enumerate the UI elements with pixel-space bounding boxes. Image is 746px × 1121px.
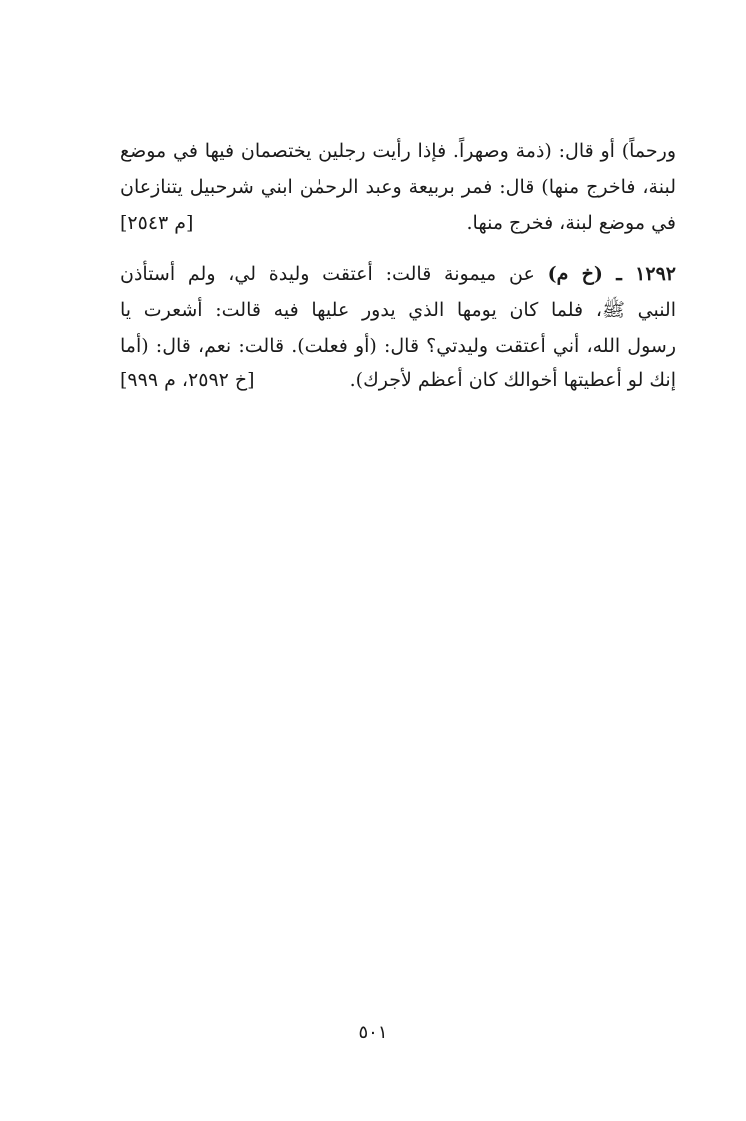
text-line-content: إنك لو أعطيتها أخوالك كان أعظم لأجرك).: [349, 369, 676, 391]
hadith-number: ١٢٩٢ ـ (خ م): [547, 263, 676, 285]
text-line: لبنة، فاخرج منها) قال: فمر بربيعة وعبد الرحمٰن ابني شرحبيل يتنازعان: [120, 176, 676, 198]
text-line-content: في موضع لبنة، فخرج منها.: [466, 212, 676, 234]
text-line-with-reference: [120, 365, 676, 395]
hadith-reference: [خ ٢٥٩٢، م ٩٩٩]: [120, 369, 255, 391]
text-line-with-reference: [120, 208, 676, 238]
text-line: النبي ﷺ، فلما كان يومها الذي يدور عليها فيه قالت: أشعرت يا: [120, 299, 676, 321]
text-line-content: عن ميمونة قالت: أعتقت وليدة لي، ولم أستأذن: [120, 263, 535, 285]
hadith-opening-line: [120, 259, 676, 289]
text-line: رسول الله، أني أعتقت وليدتي؟ قال: (أو فعلت). قالت: نعم، قال: (أما: [120, 335, 676, 357]
text-line: ورحماً) أو قال: (ذمة وصهراً. فإذا رأيت رجلين يختصمان فيها في موضع: [120, 140, 676, 162]
hadith-reference: [م ٢٥٤٣]: [120, 212, 194, 234]
page-number: ٥٠١: [358, 1022, 388, 1043]
